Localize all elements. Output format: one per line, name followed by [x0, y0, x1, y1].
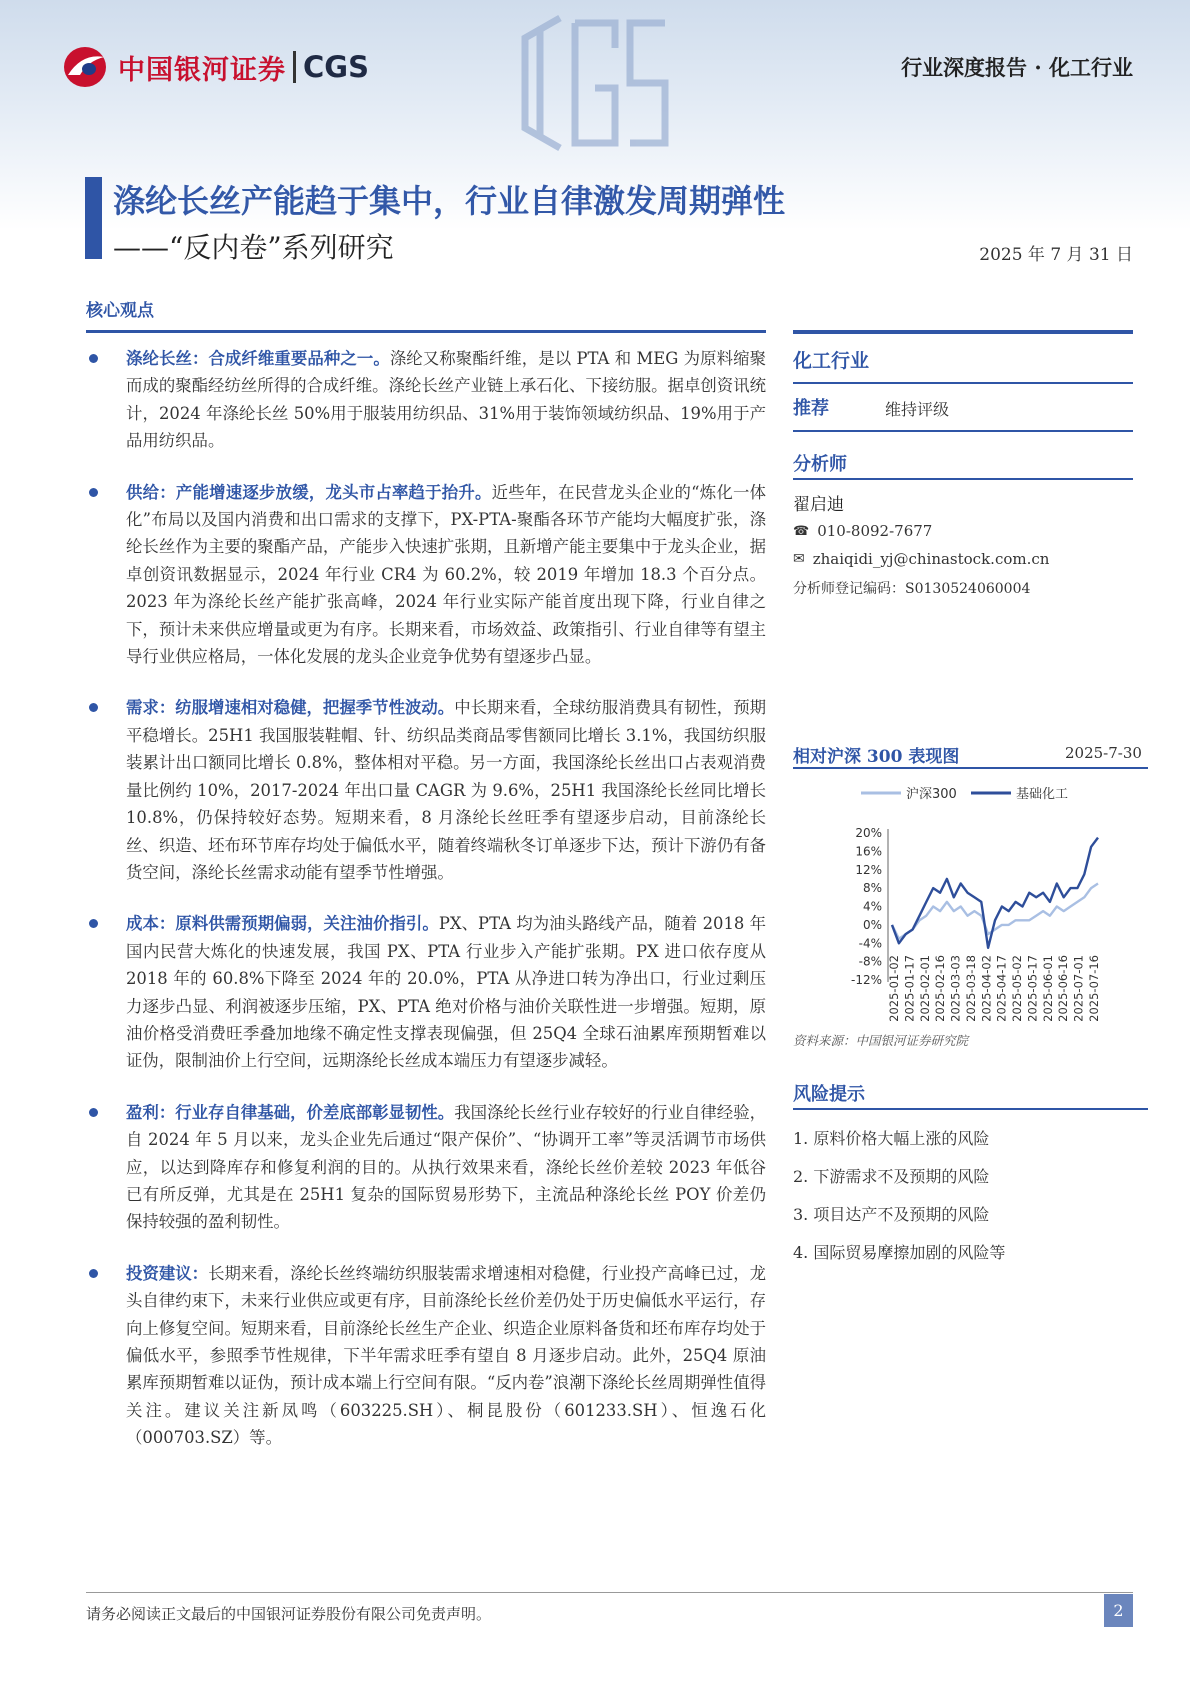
bullet-item [86, 694, 766, 886]
bullet-icon [89, 703, 98, 712]
x-tick-label: 2025-01-17 [902, 955, 917, 1022]
cgs-watermark [515, 8, 675, 158]
sidebar-rule [793, 382, 1133, 384]
x-tick-label: 2025-06-01 [1040, 955, 1055, 1022]
bullet-item [86, 910, 766, 1074]
analyst-registration [793, 578, 1133, 598]
analyst-phone: 010-8092-7677 [817, 522, 933, 540]
risk-item: 4. 国际贸易摩擦加剧的风险等 [793, 1243, 1006, 1262]
rating-value: 维持评级 [885, 400, 950, 419]
bullet-text: 长期来看，涤纶长丝终端纺织服装需求增速相对稳健，行业投产高峰已过，龙头自律约束下，未来行业供应或更有序，目前涤纶长丝价差仍处于历史偏低水平运行，存向上修复空间。短期来看，目前涤纶长丝生产企业、织造企业原料备货和坯布库存均处于偏低水平，参照季节性规律，下半年需求旺季有望自 8 月逐步启动。此外，25Q4 原油累库预期暂难以证伪，预计成本端上行空间有限。“反内卷”浪潮下涤纶长丝周期弹性值得关注。建议关注新凤鸣（603225.SH）、桐昆股份（601233.SH）、恒逸石化（000703.SZ）等。 [126, 1263, 767, 1448]
logo-separator [293, 51, 296, 83]
y-tick-label: -4% [858, 936, 882, 951]
y-tick-label: 16% [855, 844, 882, 859]
sidebar-top-rule [793, 330, 1133, 334]
bullet-lead: 涤纶长丝：合成纤维重要品种之一。 [126, 349, 390, 368]
x-tick-label: 2025-06-16 [1056, 955, 1071, 1022]
page-number: 2 [1104, 1594, 1133, 1627]
bullet-icon [89, 354, 98, 363]
chart-source: 资料来源：中国银河证券研究院 [793, 1033, 969, 1048]
x-tick-label: 2025-02-01 [917, 955, 932, 1022]
bullet-text: 中长期来看，全球纺服消费具有韧性，预期平稳增长。25H1 我国服装鞋帽、针、纺织品类商品零售额同比增长 3.1%，我国纺织服装累计出口额同比增长 0.8%，整体相对平稳。另一方面，我国涤纶长丝出口占表观消费量比例约 10%，2017-2024 年出口量 CAGR 为 9.6%，25H1 我国涤纶长丝同比增长 10.8%，仍保持较好态势。短期来看，8 月涤纶长丝旺季有望逐步启动，目前涤纶长丝、织造、坯布环节库存均处于偏低水平，随着终端秋冬订单逐步下达，预计下游仍有备货空间，涤纶长丝需求动能有望季节性增强。 [126, 698, 767, 882]
bullet-item [86, 479, 766, 671]
bullet-lead: 盈利：行业存自律基础，价差底部彰显韧性。 [126, 1102, 455, 1122]
y-tick-label: 20% [855, 826, 882, 840]
bullet-icon [89, 1108, 98, 1117]
bullet-paragraph [126, 345, 766, 455]
phone-icon: ☎ [793, 523, 810, 539]
bullet-paragraph [126, 479, 766, 671]
x-tick-label: 2025-01-02 [887, 955, 901, 1022]
bullet-paragraph [126, 910, 766, 1074]
bullet-item [86, 1099, 766, 1236]
x-tick-label: 2025-05-02 [1010, 955, 1025, 1022]
logo-name: 中国银河证券 [118, 54, 286, 86]
analyst-email[interactable]: zhaiqidi_yj@chinastock.com.cn [812, 550, 1050, 568]
logo-brand: CGS [303, 50, 369, 84]
series-line [892, 838, 1098, 948]
risk-heading: 风险提示 [793, 1084, 865, 1105]
bullet-icon [89, 1269, 98, 1278]
registration-label: 分析师登记编码： [793, 581, 905, 597]
bullet-text: 涤纶又称聚酯纤维，是以 PTA 和 MEG 为原料缩聚而成的聚酯经纺丝所得的合成纤维。涤纶长丝产业链上承石化、下接纺服。据卓创资讯统计，2024 年涤纶长丝 50%用于服装用纺织品、31%用于装饰领域纺织品、19%用于产品用纺织品。 [126, 349, 766, 451]
x-tick-label: 2025-05-17 [1025, 955, 1040, 1022]
email-icon: ✉ [793, 551, 805, 567]
analyst-name: 翟启迪 [793, 495, 844, 515]
bullet-lead: 供给：产能增速逐步放缓，龙头市占率趋于抬升。 [126, 482, 492, 502]
x-tick-label: 2025-04-02 [979, 955, 994, 1022]
bullet-paragraph [126, 1260, 766, 1452]
chart-date: 2025-7-30 [1065, 744, 1142, 762]
x-tick-label: 2025-07-16 [1087, 955, 1101, 1022]
bullet-item [86, 345, 766, 455]
y-tick-label: -12% [850, 973, 882, 987]
x-tick-label: 2025-02-16 [933, 955, 948, 1022]
x-tick-label: 2025-03-18 [963, 955, 978, 1022]
risk-rule [793, 1108, 1148, 1110]
report-type: 行业深度报告 · 化工行业 [901, 55, 1133, 80]
analyst-heading: 分析师 [793, 454, 847, 475]
analyst-email-row [793, 550, 1133, 568]
chart-title: 相对沪深 300 表现图 [793, 747, 960, 767]
analyst-phone-row [793, 522, 1133, 540]
risk-item: 1. 原料价格大幅上涨的风险 [793, 1129, 990, 1148]
brand-logo [62, 44, 369, 90]
bullet-text: 我国涤纶长丝行业存较好的行业自律经验，自 2024 年 5 月以来，龙头企业先后通过“限产保价”、“协调开工率”等灵活调节市场供应，以达到降库存和修复利润的目的。从执行效果来看，涤纶长丝价差较 2023 年低谷已有所反弹，尤其是在 25H1 复杂的国际贸易形势下，主流品种涤纶长丝 POY 价差仍保持较强的盈利韧性。 [126, 1102, 767, 1232]
footer-disclaimer: 请务必阅读正文最后的中国银河证券股份有限公司免责声明。 [86, 1605, 492, 1623]
x-tick-label: 2025-07-01 [1071, 955, 1086, 1022]
risk-item: 3. 项目达产不及预期的风险 [793, 1205, 990, 1224]
core-views-list [86, 345, 766, 1476]
chart-title-rule [793, 767, 1148, 769]
legend-label: 基础化工 [1016, 787, 1069, 802]
bullet-icon [89, 919, 98, 928]
bullet-text: 近些年，在民营龙头企业的“炼化一体化”布局以及国内消费和出口需求的支撑下，PX-PTA-聚酯各环节产能均大幅度扩张，涤纶长丝作为主要的聚酯产品，产能步入快速扩张期，且新增产能主要集中于龙头企业，据卓创资讯数据显示，2024 年行业 CR4 为 60.2%，较 2019 年增加 18.3 个百分点。2023 年为涤纶长丝产能扩张高峰，2024 年行业实际产能首度出现下降，行业自律之下，预计未来供应增量或更为有序。长期来看，市场效益、政策指引、行业自律等有望主导行业供应格局，一体化发展的龙头企业竞争优势有望逐步凸显。 [126, 482, 766, 667]
core-views-rule [86, 330, 766, 333]
x-tick-label: 2025-04-17 [994, 955, 1009, 1022]
bullet-lead: 成本：原料供需预期偏弱，关注油价指引。 [126, 914, 439, 934]
bullet-text: PX、PTA 均为油头路线产品，随着 2018 年国内民营大炼化的快速发展，我国 PX、PTA 行业步入产能扩张期。PX 进口依存度从 2018 年的 60.8%下降至 2024 年的 20.0%，PTA 从净进口转为净出口，行业过剩压力逐步凸显、利润被逐步压缩，PX、PTA 绝对价格与油价关联性进一步增强。短期，原油价格受消费旺季叠加地缘不确定性支撑表现偏强，但 25Q4 全球石油累库预期暂难以证伪，限制油价上行空间，远期涤纶长丝成本端压力有望逐步减轻。 [126, 914, 766, 1071]
industry-label: 化工行业 [793, 350, 870, 372]
report-subtitle: ——“反内卷”系列研究 [113, 231, 394, 264]
report-date: 2025 年 7 月 31 日 [979, 245, 1133, 265]
bullet-paragraph [126, 694, 766, 886]
legend-label: 沪深300 [906, 787, 957, 802]
bullet-lead: 投资建议： [126, 1263, 209, 1283]
watermark-text: CGS [665, 155, 668, 156]
bullet-lead: 需求：纺服增速相对稳健，把握季节性波动。 [126, 698, 455, 718]
bullet-icon [89, 488, 98, 497]
galaxy-logo-icon [62, 45, 108, 89]
sidebar-rule [793, 430, 1133, 432]
bullet-item [86, 1260, 766, 1452]
y-tick-label: 12% [855, 862, 882, 877]
x-tick-label: 2025-03-03 [948, 955, 963, 1022]
bullet-paragraph [126, 1099, 766, 1236]
relative-performance-chart [793, 780, 1148, 1025]
footer-rule [86, 1592, 1133, 1593]
y-tick-label: -8% [858, 954, 882, 969]
y-tick-label: 8% [862, 881, 882, 896]
sidebar-rule [793, 478, 1133, 480]
y-tick-label: 0% [862, 917, 882, 932]
y-tick-label: 4% [862, 899, 882, 914]
rating-label: 推荐 [793, 398, 829, 419]
report-title: 涤纶长丝产能趋于集中，行业自律激发周期弹性 [113, 182, 786, 220]
core-views-heading: 核心观点 [86, 301, 154, 321]
registration-code: S0130524060004 [905, 581, 1031, 597]
title-accent-bar [85, 177, 102, 259]
risk-item: 2. 下游需求不及预期的风险 [793, 1167, 990, 1186]
